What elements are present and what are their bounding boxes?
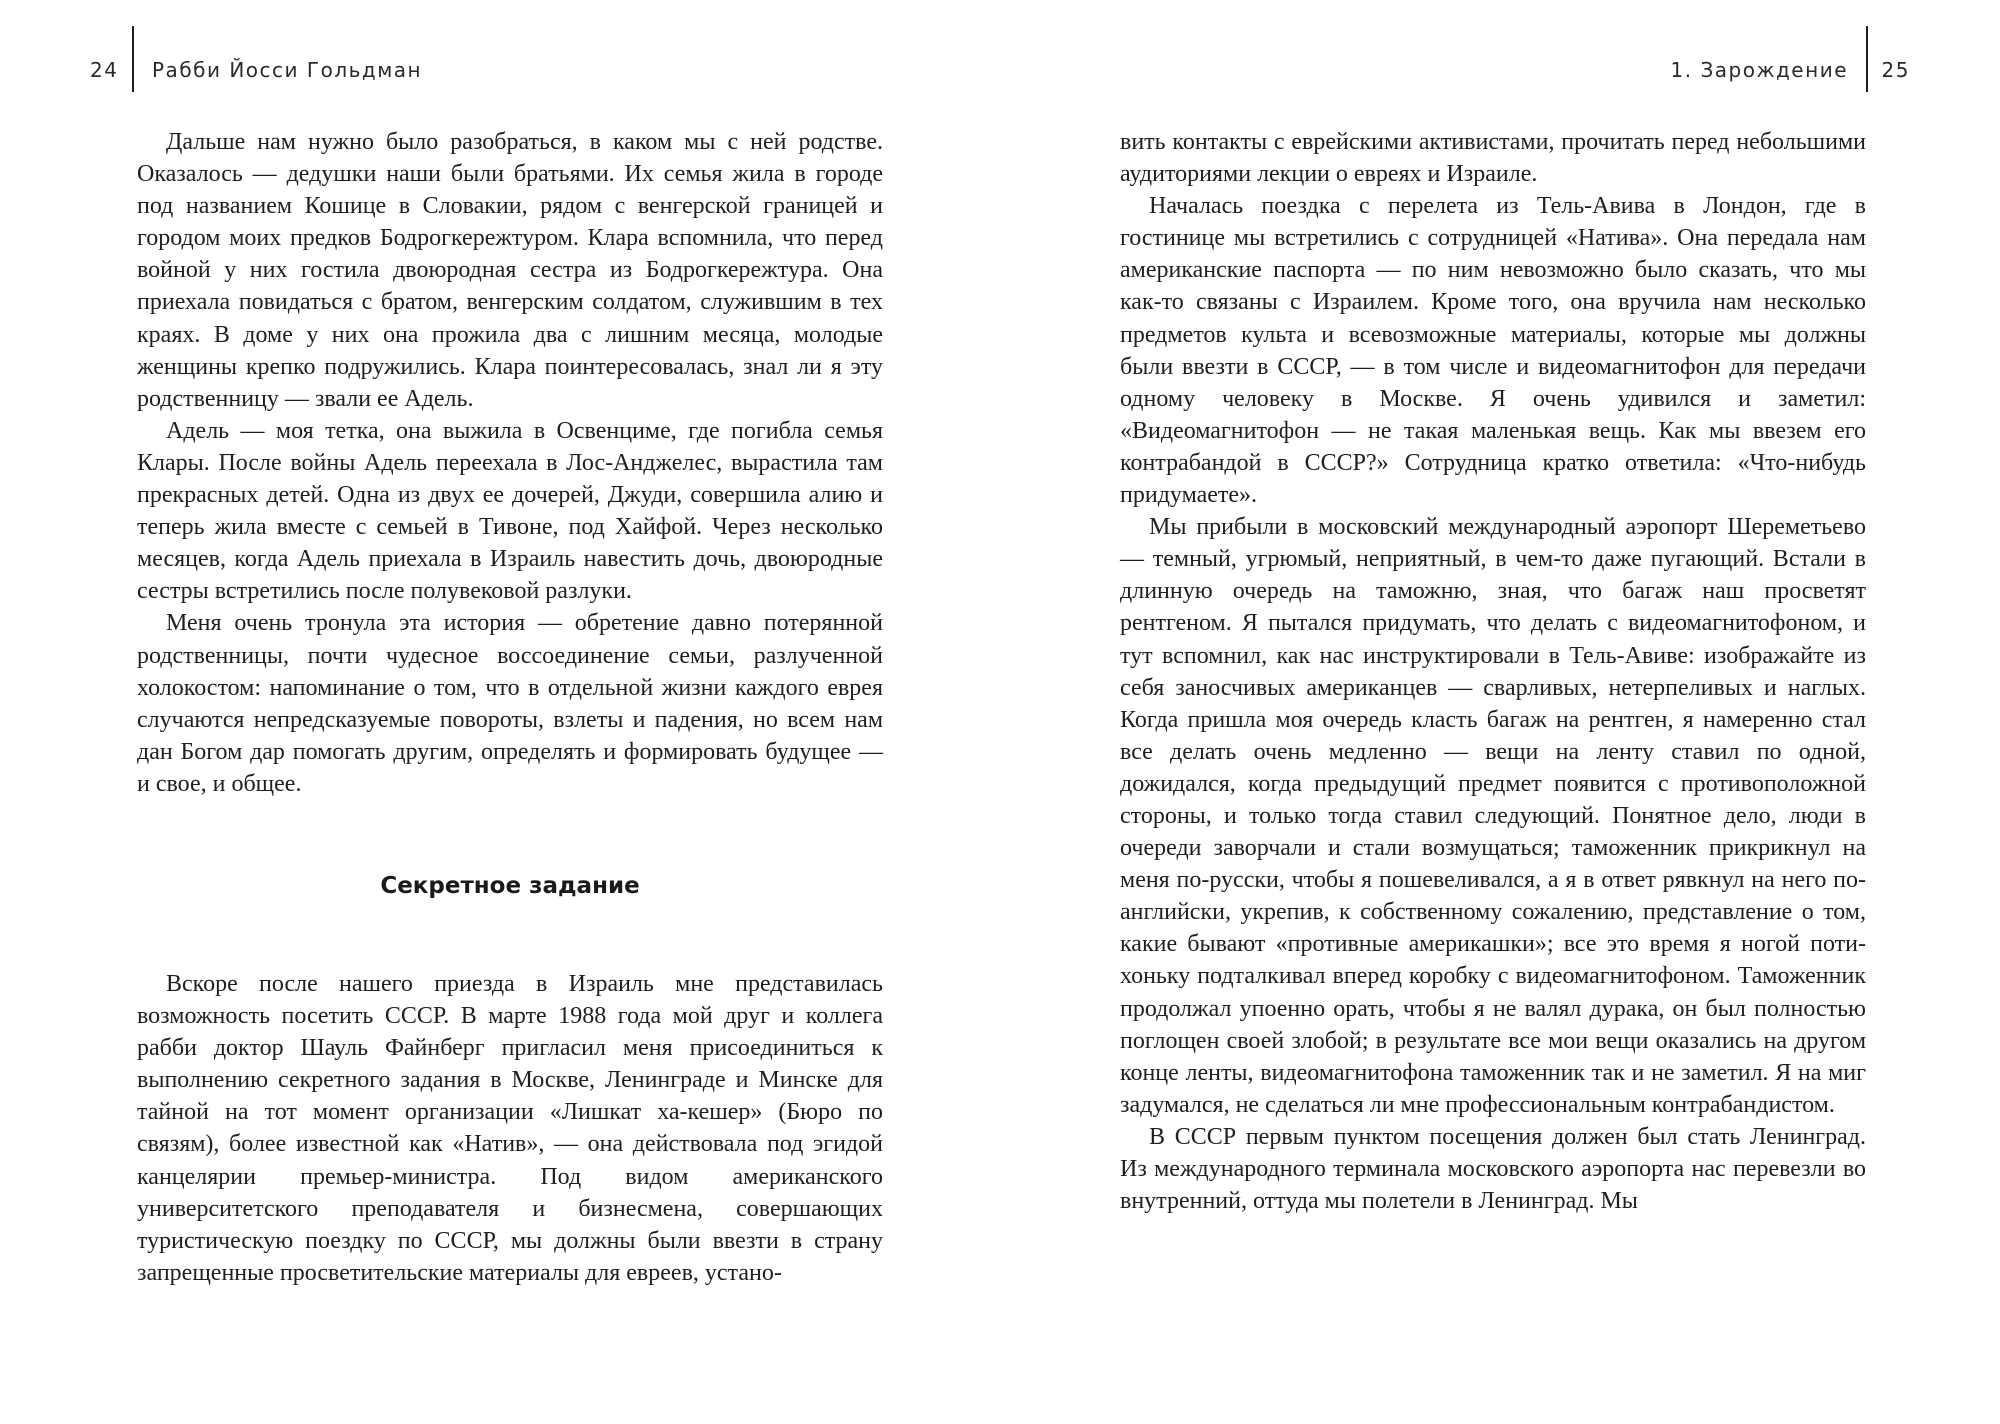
paragraph: Адель — моя тетка, она выжила в Освенциме, где погибла семья Клары. После войны Адель переехала в Лос-Анджелес, вырастила там прекрасных детей. Одна из двух ее дочерей, Джуди, совершила алию и теперь жила вместе с семьей в Тивоне, под Хайфой. Через несколько месяцев, когда Адель приехала в Израиль навестить дочь, двоюродные сестры встретились после полувековой разлуки.: [137, 417, 883, 605]
paragraph: Мы прибыли в московский международный аэропорт Шереметьево — темный, угрюмый, неприятный, в чем-то даже пугающий. Встали в длинную очередь на таможню, зная, что багаж наш просветят рентгеном. Я пытался придумать, что делать с видеомагнитофоном, и тут вспомнил, как нас инструктировали в Тель-Авиве: изображайте из себя заносчивых американцев — сварливых, нетерпеливых и наглых. Когда пришла моя очередь класть багаж на рентген, я намеренно стал все делать очень медленно — вещи на ленту ставил по одной, дожидался, когда предыдущий предмет появится с противоположной стороны, и только тогда ставил следующий. Понятное дело, люди в очереди заворчали и стали возмущаться; таможенник прикрикнул на меня по-русски, чтобы я пошевеливался, а я в ответ рявкнул на него по-английски, укрепив, к собственному сожалению, представление о том, какие бывают «противные америкашки»; все это время я ногой потихоньку подталкивал вперед коробку с видеомагнитофоном. Таможенник продолжал упоенно орать, чтобы я не валял дурака, он был полностью поглощен своей злобой; в результате все мои вещи оказались на другом конце ленты, видеомагнитофона таможенник так и не заметил. Я на миг задумался, не сделаться ли мне профессиональным контрабандистом.: [1120, 514, 1866, 1118]
right-running-header: [1410, 48, 1910, 88]
paragraph: Началась поездка с перелета из Тель-Авива в Лондон, где в гостинице мы встретились с сотрудницей «Натива». Она передала нам американские паспорта — по ним невозможно было сказать, что мы как-то связаны с Израилем. Кроме того, она вручила нам несколько предметов культа и всевозможные материалы, которые мы должны были ввезти в СССР, — в том числе и видеомагнитофон для передачи одному человеку в Москве. Я очень удивился и заметил: «Видеомагнитофон — не такая маленькая вещь. Как мы ввезем его контрабандой в СССР?» Сотрудница кратко ответила: «Что-нибудь придумаете».: [1120, 193, 1866, 509]
right-page-number: 25: [1881, 58, 1910, 82]
paragraph: Меня очень тронула эта история — обретение давно потерянной родственницы, почти чудесное воссоединение семьи, разлученной холокостом: напоминание о том, что в отдельной жизни каждого еврея случаются непредсказуемые повороты, взлеты и падения, но всем нам дан Богом дар помогать другим, определять и формировать будущее — и свое, и общее.: [137, 610, 883, 797]
left-header-divider: [132, 26, 134, 92]
left-page-body: [137, 126, 883, 1289]
left-running-header: [90, 48, 590, 88]
paragraph: Вскоре после нашего приезда в Израиль мне представилась возможность посетить СССР. В марте 1988 года мой друг и коллега рабби доктор Шауль Файнберг пригласил меня присоединиться к выполнению секретного задания в Москве, Ленинграде и Минске для тайной на тот момент организации «Лишкат ха-кешер» (Бюро по связям), более известной как «Натив», — она действовала под эгидой канцелярии премьер-министра. Под видом американского университетского преподавателя и бизнесмена, совершающих туристическую поездку по СССР, мы должны были ввезти в страну запрещенные просветительские материалы для евреев, устано-: [137, 970, 883, 1286]
paragraph: В СССР первым пунктом посещения должен был стать Ленинград. Из международного терминала московского аэропорта нас перевезли во внутренний, оттуда мы полетели в Ленинград. Мы: [1120, 1123, 1866, 1215]
section-heading: Секретное задание: [380, 872, 640, 899]
left-page-number: 24: [90, 58, 119, 82]
paragraph: Дальше нам нужно было разобраться, в каком мы с ней родстве. Оказалось — дедушки наши были братьями. Их семья жила в городе под названием Кошице в Словакии, рядом с венгерской границей и городом моих предков Бодрогкережтуром. Клара вспомнила, что перед войной у них гостила двоюродная сестра из Бодрогкережтура. Она приехала повидаться с братом, венгерским солдатом, служившим в тех краях. В доме у них она прожила два с лишним месяца, молодые женщины крепко подружились. Клара поинтересовалась, знал ли я эту родственницу — звали ее Адель.: [137, 129, 883, 412]
left-running-title: Рабби Йосси Гольдман: [152, 58, 423, 82]
right-header-divider: [1866, 26, 1868, 92]
paragraph-continuation: вить контакты с еврейскими активистами, прочитать перед небольшими аудиториями лекции о евреях и Израиле.: [1120, 129, 1866, 188]
right-running-title: 1. Зарождение: [1670, 58, 1848, 82]
right-page-body: [1120, 126, 1866, 1217]
